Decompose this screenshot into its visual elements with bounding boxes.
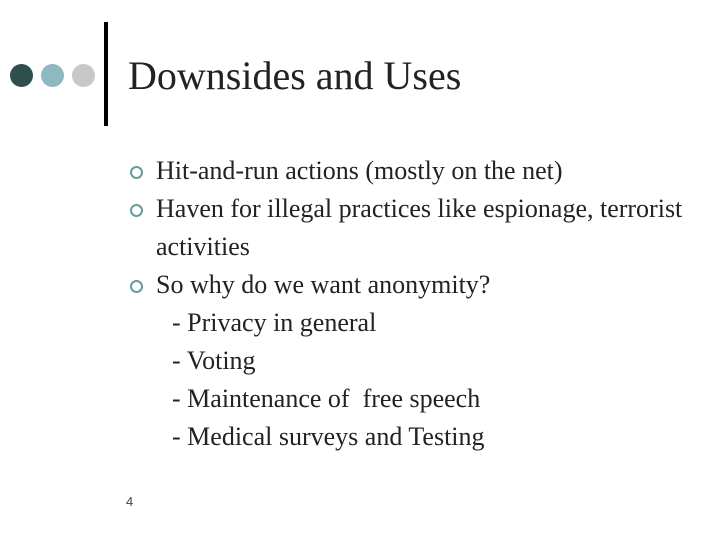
- decorative-dot-grey: [72, 64, 95, 87]
- bullet-text: So why do we want anonymity?: [156, 270, 491, 299]
- bullet-circle-icon: [130, 204, 143, 217]
- slide-number: 4: [126, 494, 134, 509]
- bullet-item: [130, 152, 700, 190]
- bullet-text: Haven for illegal practices like espionage, terrorist activities: [156, 194, 683, 261]
- bullet-circle-icon: [130, 280, 143, 293]
- decorative-dot-dark: [10, 64, 33, 87]
- decorative-dot-teal: [41, 64, 64, 87]
- bullet-item: [130, 266, 700, 456]
- bullet-item: [130, 190, 700, 266]
- bullet-text: Hit-and-run actions (mostly on the net): [156, 156, 563, 185]
- sub-item: - Maintenance of free speech: [172, 384, 481, 413]
- slide-title: Downsides and Uses: [128, 53, 462, 98]
- sub-item: - Privacy in general: [172, 308, 377, 337]
- title-divider: [104, 22, 108, 126]
- sub-item: - Medical surveys and Testing: [172, 422, 485, 451]
- bullet-circle-icon: [130, 166, 143, 179]
- bullet-list: [130, 152, 700, 456]
- sub-item: - Voting: [172, 346, 256, 375]
